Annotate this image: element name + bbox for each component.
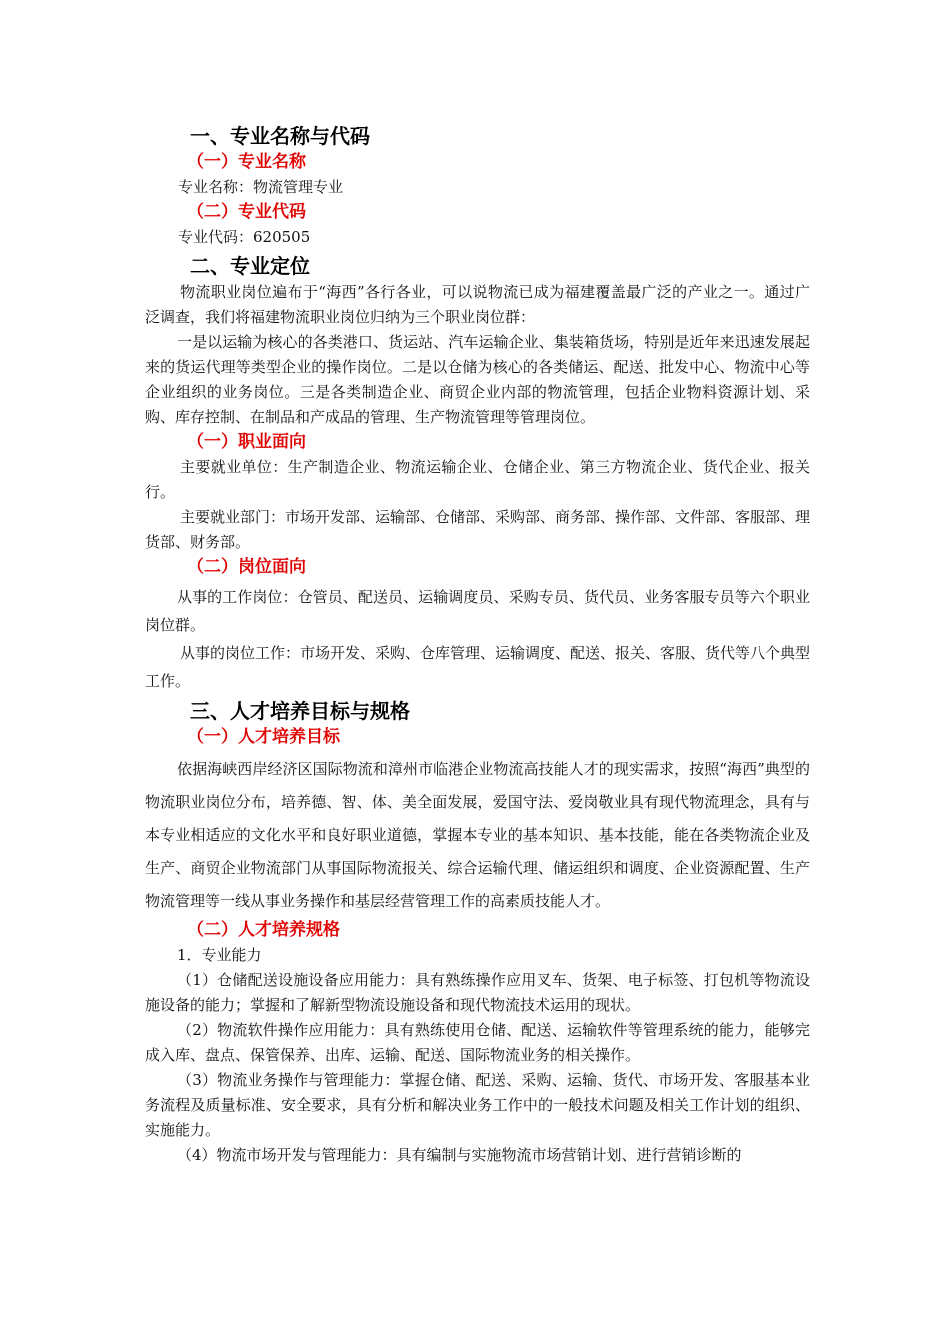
section-2-sub-2-heading: （二）岗位面向 (187, 557, 306, 577)
section-3-sub-2-heading: （二）人才培养规格 (187, 920, 340, 940)
document-body (145, 120, 810, 1168)
ability-item: （4）物流市场开发与管理能力：具有编制与实施物流市场营销计划、进行营销诊断的 (177, 1146, 742, 1164)
major-name-line: 专业名称：物流管理专业 (178, 178, 344, 196)
section-1-sub-2-heading: （二）专业代码 (187, 202, 306, 222)
job-work-paragraph: 从事的岗位工作：市场开发、采购、仓库管理、运输调度、配送、报关、客服、货代等八个典型工作。 (145, 644, 811, 690)
section-1-heading: 一、专业名称与代码 (190, 124, 370, 148)
section-3-heading: 三、人才培养目标与规格 (190, 699, 410, 723)
positioning-paragraph-1: 物流职业岗位遍布于“海西”各行各业，可以说物流已成为福建覆盖最广泛的产业之一。通过广泛调查，我们将福建物流职业岗位归纳为三个职业岗位群： (145, 283, 810, 326)
section-2-sub-1-heading: （一）职业面向 (187, 432, 306, 452)
employment-departments-paragraph: 主要就业部门：市场开发部、运输部、仓储部、采购部、商务部、操作部、文件部、客服部、理货部、财务部。 (145, 508, 811, 551)
section-1-sub-1-heading: （一）专业名称 (187, 152, 306, 172)
section-3-sub-1-heading: （一）人才培养目标 (187, 727, 340, 747)
ability-item: （3）物流业务操作与管理能力：掌握仓储、配送、采购、运输、货代、市场开发、客服基本业务流程及质量标准、安全要求，具有分析和解决业务工作中的一般技术问题及相关工作计划的组织、实施能力。 (145, 1071, 810, 1139)
employment-units-paragraph: 主要就业单位：生产制造企业、物流运输企业、仓储企业、第三方物流企业、货代企业、报关行。 (145, 458, 810, 501)
training-goal-paragraph: 依据海峡西岸经济区国际物流和漳州市临港企业物流高技能人才的现实需求，按照“海西”典型的物流职业岗位分布，培养德、智、体、美全面发展，爱国守法、爱岗敬业具有现代物流理念，具有与本专业相适应的文化水平和良好职业道德，掌握本专业的基本知识、基本技能，能在各类物流企业及生产、商贸企业物流部门从事国际物流报关、综合运输代理、储运组织和调度、企业资源配置、生产物流管理等一线从事业务操作和基层经营管理工作的高素质技能人才。 (145, 760, 810, 910)
section-2-heading: 二、专业定位 (190, 254, 310, 278)
positioning-paragraph-2: 一是以运输为核心的各类港口、货运站、汽车运输企业、集装箱货场，特别是近年来迅速发展起来的货运代理等类型企业的操作岗位。二是以仓储为核心的各类储运、配送、批发中心、物流中心等企业组织的业务岗位。三是各类制造企业、商贸企业内部的物流管理，包括企业物料资源计划、采购、库存控制、在制品和产成品的管理、生产物流管理等管理岗位。 (145, 333, 810, 426)
job-posts-paragraph: 从事的工作岗位：仓管员、配送员、运输调度员、采购专员、货代员、业务客服专员等六个职业岗位群。 (145, 588, 810, 634)
ability-title: 1．专业能力 (177, 946, 262, 964)
major-code-line: 专业代码：620505 (178, 228, 311, 246)
ability-item: （1）仓储配送设施设备应用能力：具有熟练操作应用叉车、货架、电子标签、打包机等物流设施设备的能力；掌握和了解新型物流设施设备和现代物流技术运用的现状。 (145, 971, 810, 1014)
ability-item: （2）物流软件操作应用能力：具有熟练使用仓储、配送、运输软件等管理系统的能力，能够完成入库、盘点、保管保养、出库、运输、配送、国际物流业务的相关操作。 (145, 1021, 810, 1064)
